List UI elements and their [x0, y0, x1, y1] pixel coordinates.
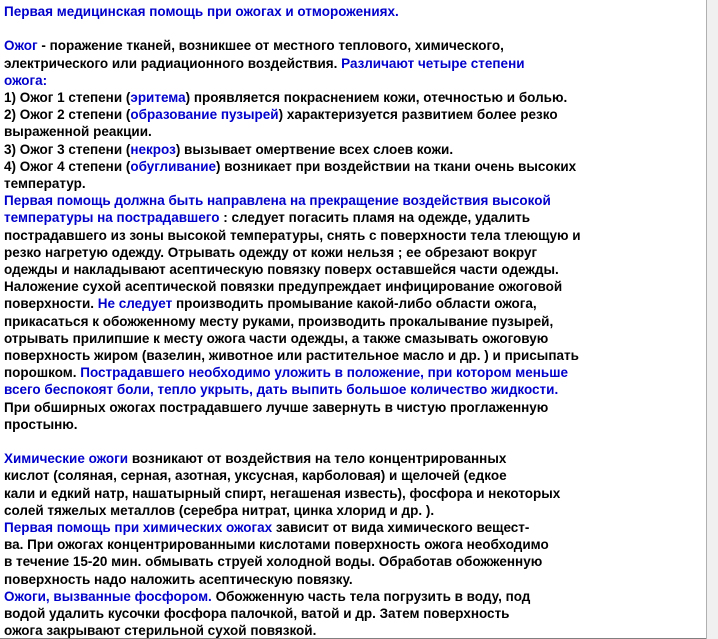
first-aid-heading-line1: Первая помощь должна быть направлена на прекращение воздействия высокой: [4, 193, 551, 209]
first-aid-line-3: пострадавшего из зоны высокой температуры, снять с поверхности тела тлеющую и: [4, 227, 581, 243]
degree-4-suffix: ) возникает при воздействии на ткани очень высоких: [216, 158, 577, 174]
phosphorus-line-1: [4, 588, 706, 605]
blank-line: [4, 20, 706, 37]
chemical-aid-line-4: поверхность надо наложить асептическую повязку.: [4, 571, 353, 587]
burn-term: Ожог: [4, 38, 38, 54]
degree-4-cont: [4, 175, 706, 192]
document-title: [4, 3, 706, 20]
phosphorus-line1-rest: Обожженную часть тела погрузить в воду, под: [211, 588, 531, 604]
extensive-burns-line-2: простыню.: [4, 416, 78, 432]
first-aid-line-7: [4, 295, 706, 312]
burn-intro-line-1: [4, 37, 706, 54]
degree-3-term: некроз: [130, 141, 176, 157]
first-aid-heading-line2: температуры на пострадавшего: [4, 210, 220, 226]
first-aid-line2-rest: : следует погасить пламя на одежде, удалить: [219, 210, 531, 226]
degree-4-line2: температур.: [4, 176, 86, 192]
first-aid-line-9: отрывать прилипшие к месту ожога части одежды, а также смазывать ожоговую: [4, 330, 549, 346]
degree-3-prefix: 3) Ожог 3 степени (: [4, 141, 131, 157]
first-aid-line11-start: порошком.: [4, 365, 81, 381]
degree-2: [4, 106, 706, 123]
first-aid-line-8: прикасаться к обожженному месту руками, производить прокалывание пузырей,: [4, 313, 554, 329]
degree-1-prefix: 1) Ожог 1 степени (: [4, 90, 131, 105]
first-aid-line-6: Наложение сухой асептической повязки предупреждает инфицирование ожоговой: [4, 279, 563, 295]
placement-line2: всего беспокоят боли, тепло укрыть, дать выпить большое количество жидкости.: [4, 382, 559, 398]
chemical-aid-term: Первая помощь при химических ожогах: [4, 520, 273, 536]
chemical-line1-rest: возникают от воздействия на тело концентрированных: [128, 451, 507, 467]
phosphorus-line-2: водой удалить кусочки фосфора палочкой, ватой и др. Затем поверхность: [4, 606, 510, 622]
degree-2-line2: выраженной реакции.: [4, 124, 152, 140]
first-aid-line-4: резко нагретую одежду. Отрывать одежду от кожи нельзя ; ее обрезают вокруг: [4, 244, 538, 260]
blank-line: [4, 433, 706, 450]
degree-4: [4, 158, 706, 175]
degree-3-suffix: ) вызывает омертвение всех слоев кожи.: [175, 141, 454, 157]
degree-4-prefix: 4) Ожог 4 степени (: [4, 158, 131, 174]
burn-intro-line-2: [4, 55, 706, 72]
burn-definition: - поражение тканей, возникшее от местного теплового, химического,: [37, 38, 504, 54]
degrees-heading: Различают четыре степени: [341, 55, 525, 71]
first-aid-line7-rest: производить промывание какой-либо области ожога,: [172, 296, 537, 312]
chemical-term: Химические ожоги: [4, 451, 129, 467]
degree-2-cont: [4, 123, 706, 140]
degree-1-term: эритема: [130, 90, 186, 105]
chemical-aid-line1-rest: зависит от вида химического вещест-: [272, 520, 530, 536]
first-aid-line-12: [4, 381, 706, 398]
phosphorus-term: Ожоги, вызванные фосфором.: [4, 588, 212, 604]
first-aid-line-10: поверхность жиром (вазелин, животное или растительное масло и др. ) и присыпать: [4, 348, 579, 364]
chemical-line-2: кислот (соляная, серная, азотная, уксусная, карболовая) и щелочей (едкое: [4, 468, 507, 484]
extensive-burns-line-1: При обширных ожогах пострадавшего лучше завернуть в чистую проглаженную: [4, 399, 549, 415]
chemical-aid-line-3: в течение 15-20 мин. обмывать струей холодной воды. Обработав обожженную: [4, 554, 543, 570]
vertical-scrollbar[interactable]: [706, 0, 718, 639]
first-aid-line-5: одежды и накладывают асептическую повязку поверх оставшейся части одежды.: [4, 262, 559, 278]
chemical-line-1: [4, 450, 706, 467]
degree-3: [4, 141, 706, 158]
phosphorus-line-3: ожога закрывают стерильной сухой повязкой.: [4, 623, 317, 639]
first-aid-line7-start: поверхности.: [4, 296, 98, 312]
first-aid-line-11: [4, 364, 706, 381]
degree-2-prefix: 2) Ожог 2 степени (: [4, 107, 131, 123]
chemical-line-3: кали и едкий натр, нашатырный спирт, негашеная известь), фосфора и некоторых: [4, 485, 561, 501]
degree-2-term: образование пузырей: [130, 107, 279, 123]
degree-2-suffix: ) характеризуется развитием более резко: [278, 107, 558, 123]
chemical-aid-line-2: ва. При ожогах концентрированными кислотами поверхность ожога необходимо: [4, 537, 549, 553]
burn-intro-line-3: [4, 72, 706, 89]
placement-line1: Пострадавшего необходимо уложить в положение, при котором меньше: [80, 365, 568, 381]
degrees-heading-cont: ожога:: [4, 72, 48, 88]
document-title-text: Первая медицинская помощь при ожогах и отморожениях.: [4, 4, 399, 19]
degree-4-term: обугливание: [130, 158, 217, 174]
first-aid-heading: [4, 192, 706, 209]
degree-1: [4, 89, 706, 106]
not-allowed-term: Не следует: [97, 296, 173, 312]
degree-1-suffix: ) проявляется покраснением кожи, отечностью и болью.: [185, 90, 568, 105]
chemical-aid-line-1: [4, 519, 706, 536]
chemical-line-4: солей тяжелых металлов (серебра нитрат, цинка хлорид и др. ).: [4, 502, 435, 518]
first-aid-line-2: [4, 209, 706, 226]
burn-definition-cont: электрического или радиационного воздействия.: [4, 55, 342, 71]
